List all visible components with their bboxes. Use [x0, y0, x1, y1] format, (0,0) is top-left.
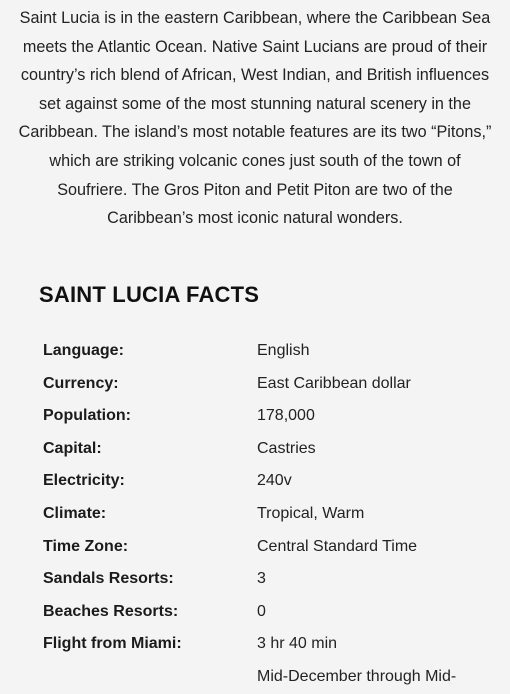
- fact-value: 3: [257, 570, 266, 588]
- fact-value: Central Standard Time: [257, 537, 418, 555]
- fact-value: English: [257, 342, 310, 359]
- fact-label: Currency:: [43, 374, 119, 392]
- fact-value: 240v: [257, 472, 292, 490]
- fact-label: Time Zone:: [43, 537, 129, 555]
- intro-line: Soufriere. The Gros Piton and Petit Piton are two of the: [57, 180, 453, 199]
- fact-value: 178,000: [257, 407, 315, 425]
- facts-heading: SAINT LUCIA FACTS: [39, 282, 260, 307]
- fact-row-time-zone: [43, 531, 483, 564]
- fact-row-currency: [43, 368, 483, 401]
- intro-paragraph: [0, 0, 510, 233]
- intro-line: Caribbean. The island’s most notable features are its two “Pitons,”: [18, 123, 492, 142]
- fact-label: Flight from Miami:: [43, 635, 182, 653]
- fact-value: 0: [257, 602, 266, 620]
- fact-value: Tropical, Warm: [257, 504, 365, 522]
- fact-row-climate: [43, 498, 483, 531]
- fact-row-sandals-resorts: [43, 563, 483, 596]
- fact-label: Population:: [43, 407, 131, 425]
- intro-line: Saint Lucia is in the eastern Caribbean, where the Caribbean Sea: [19, 9, 491, 27]
- fact-label: Language:: [43, 342, 124, 359]
- intro-line: Caribbean’s most iconic natural wonders.: [107, 209, 403, 228]
- fact-value: 3 hr 40 min: [257, 635, 338, 653]
- intro-line: meets the Atlantic Ocean. Native Saint Lucians are proud of their: [22, 37, 488, 56]
- fact-label: Climate:: [43, 504, 107, 522]
- fact-value: East Caribbean dollar: [257, 374, 411, 392]
- fact-value: Castries: [257, 439, 316, 457]
- intro-line: set against some of the most stunning natural scenery in the: [39, 94, 471, 113]
- intro-line: which are striking volcanic cones just south of the town of: [49, 151, 461, 170]
- facts-table: [43, 335, 483, 694]
- fact-label: Beaches Resorts:: [43, 602, 179, 620]
- fact-label: Electricity:: [43, 472, 125, 490]
- fact-label: Sandals Resorts:: [43, 570, 174, 588]
- intro-line: country’s rich blend of African, West Indian, and British influences: [20, 66, 490, 85]
- fact-value: Mid-December through Mid-: [257, 667, 457, 685]
- fact-row-population: [43, 400, 483, 433]
- fact-row-capital: [43, 433, 483, 466]
- fact-label: Capital:: [43, 439, 102, 457]
- fact-row-flight-from-miami: [43, 628, 483, 661]
- fact-row-language: [43, 335, 483, 368]
- fact-row-beaches-resorts: [43, 596, 483, 629]
- fact-row-electricity: [43, 465, 483, 498]
- fact-row-season: [43, 661, 483, 694]
